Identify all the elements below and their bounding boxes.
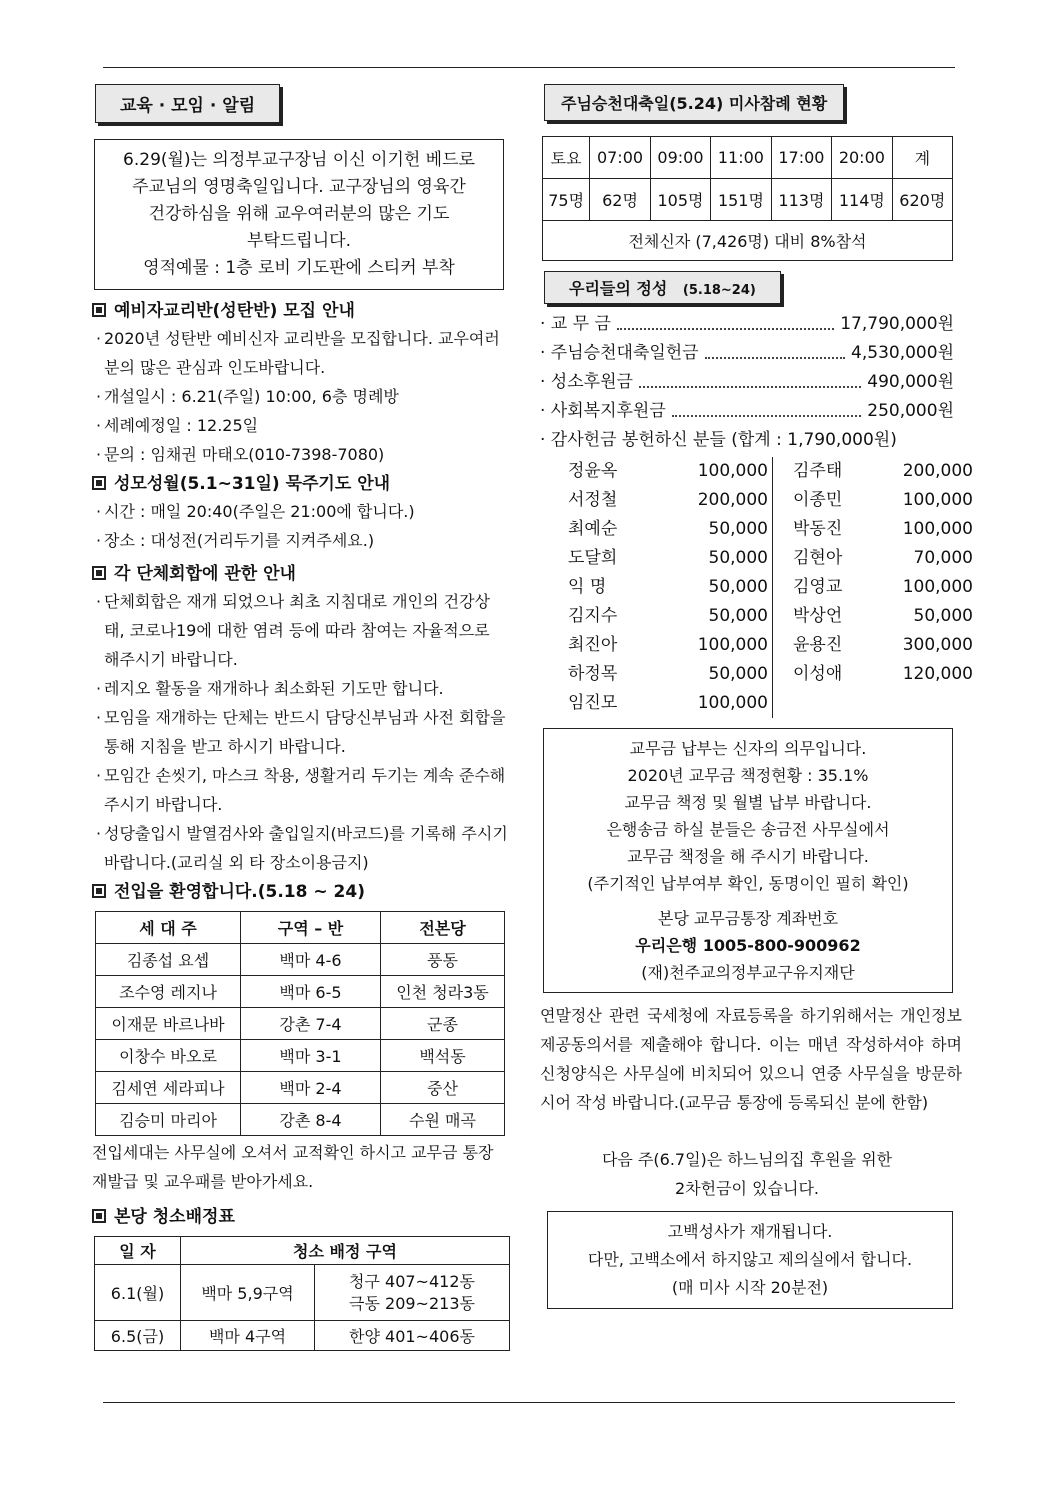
table-header: 09:00 — [650, 137, 710, 179]
table-header: 11:00 — [711, 137, 771, 179]
list-item: · 문의 : 임채권 마태오(010-7398-7080) — [92, 440, 510, 469]
donor-amount: 100,000 — [648, 457, 773, 486]
section-heading: 성모성월(5.1~31일) 묵주기도 안내 — [92, 471, 510, 497]
table-cell: 113명 — [771, 179, 831, 221]
table-cell: 풍동 — [381, 944, 505, 976]
table-header: 청소 배정 구역 — [181, 1237, 510, 1265]
table-cell: 백마 4-6 — [241, 944, 381, 976]
duty-line: 교무금 납부는 신자의 의무입니다. — [629, 739, 867, 758]
donor-amount: 50,000 — [913, 606, 973, 626]
table-row — [95, 1321, 510, 1351]
duty-line: (주기적인 납부여부 확인, 동명이인 필히 확인) — [587, 874, 909, 893]
notice-line: 부탁드립니다. — [247, 231, 351, 251]
table-cell: 청구 407~412동 극동 209~213동 — [315, 1265, 510, 1321]
list-item: · 개설일시 : 6.21(주일) 10:00, 6층 명례방 — [92, 382, 510, 411]
donor-amount: 50,000 — [648, 660, 773, 689]
table-cell: 105명 — [650, 179, 710, 221]
square-bullet-icon — [92, 476, 106, 490]
square-bullet-icon — [92, 566, 106, 580]
confession-line: 다만, 고백소에서 하지않고 제의실에서 합니다. — [587, 1250, 913, 1269]
table-cell: 이창수 바오로 — [96, 1040, 241, 1072]
table-cell: 강촌 7-4 — [241, 1008, 381, 1040]
duty-line: 교무금 책정을 해 주시기 바랍니다. — [627, 847, 869, 866]
table-cell: 백마 2-4 — [241, 1072, 381, 1104]
donor-name: 김영교 — [793, 577, 843, 597]
table-row — [96, 1104, 505, 1136]
section-heading: 각 단체회합에 관한 안내 — [92, 561, 510, 587]
donor-amount: 100,000 — [902, 577, 973, 597]
table-row — [96, 976, 505, 1008]
table-header: 17:00 — [771, 137, 831, 179]
notice-line: 영적예물 : 1층 로비 기도판에 스티커 부착 — [143, 258, 455, 278]
table-row — [96, 1008, 505, 1040]
list-item: · 장소 : 대성전(거리두기를 지켜주세요.) — [92, 526, 510, 555]
offering-title: 우리들의 정성 (5.18~24) — [544, 271, 781, 304]
welcome-table — [95, 911, 505, 1136]
table-cell: 백마 5,9구역 — [181, 1265, 315, 1321]
list-item: · 세례예정일 : 12.25일 — [92, 411, 510, 440]
notice-line: 주교님의 영명축일입니다. 교구장님의 영육간 — [132, 177, 466, 197]
square-bullet-icon — [92, 303, 106, 317]
cleaning-table — [94, 1236, 510, 1351]
list-item: · 모임간 손씻기, 마스크 착용, 생활거리 두기는 계속 준수해 주시기 바랍니다. — [92, 761, 510, 819]
donor-amount: 100,000 — [648, 631, 773, 660]
donor-amount: 300,000 — [902, 635, 973, 655]
table-cell: 백석동 — [381, 1040, 505, 1072]
offering-row: · 성소후원금 490,000원 — [540, 368, 954, 397]
table-cell: 한양 401~406동 — [315, 1321, 510, 1351]
donor-amount: 120,000 — [902, 664, 973, 684]
square-bullet-icon — [92, 1209, 106, 1223]
table-header: 일 자 — [95, 1237, 181, 1265]
donor-name: 박상언 — [793, 606, 843, 626]
donor-amount: 50,000 — [648, 573, 773, 602]
table-header: 전본당 — [381, 912, 505, 944]
donor-amount: 200,000 — [902, 461, 973, 481]
duty-line: 2020년 교무금 책정현황 : 35.1% — [627, 766, 869, 785]
table-cell: 김세연 세라피나 — [96, 1072, 241, 1104]
donor-amount: 200,000 — [648, 486, 773, 515]
table-header: 구역 – 반 — [241, 912, 381, 944]
table-header: 토요 — [543, 137, 590, 179]
table-cell: 백마 4구역 — [181, 1321, 315, 1351]
duty-line: 교무금 책정 및 월별 납부 바랍니다. — [624, 793, 872, 812]
account-holder: (재)천주교의정부교구유지재단 — [641, 963, 855, 982]
table-cell: 620명 — [892, 179, 952, 221]
section-heading: 예비자교리반(성탄반) 모집 안내 — [92, 298, 510, 324]
duty-line: 은행송금 하실 분들은 송금전 사무실에서 — [606, 820, 890, 839]
table-header: 20:00 — [832, 137, 892, 179]
table-row — [96, 944, 505, 976]
donor-name: 도달희 — [568, 548, 618, 568]
account-label: 본당 교무금통장 계좌번호 — [657, 909, 839, 928]
donor-amount: 100,000 — [648, 689, 773, 718]
confession-line: 고백성사가 재개됩니다. — [667, 1222, 833, 1241]
donor-name: 하정목 — [568, 664, 618, 684]
donor-amount: 70,000 — [913, 548, 973, 568]
table-cell: 75명 — [543, 179, 590, 221]
table-row — [96, 1072, 505, 1104]
donor-name: 최진아 — [568, 635, 618, 655]
table-cell: 중산 — [381, 1072, 505, 1104]
list-item: · 성당출입시 발열검사와 출입일지(바코드)를 기록해 주시기 바랍니다.(교리실 외 타 장소이용금지) — [92, 819, 510, 877]
table-cell: 인천 청라3동 — [381, 976, 505, 1008]
donor-name: 최예순 — [568, 519, 618, 539]
donor-name: 김지수 — [568, 606, 618, 626]
top-rule — [103, 67, 955, 68]
donor-name: 임진모 — [568, 693, 618, 713]
mass-title: 주님승천대축일(5.24) 미사참례 현황 — [544, 84, 844, 121]
square-bullet-icon — [92, 884, 106, 898]
next-week-notice: 다음 주(6.7일)은 하느님의집 후원을 위한 2차헌금이 있습니다. — [601, 1150, 893, 1198]
table-cell: 62명 — [590, 179, 650, 221]
donor-amount: 50,000 — [648, 602, 773, 631]
table-cell: 조수영 레지나 — [96, 976, 241, 1008]
table-row — [95, 1265, 510, 1321]
welcome-note: 전입세대는 사무실에 오셔서 교적확인 하시고 교무금 통장 재발급 및 교우패를 받아가세요. — [92, 1143, 494, 1191]
donor-amount: 100,000 — [902, 519, 973, 539]
donor-amount: 50,000 — [648, 544, 773, 573]
table-cell: 6.1(월) — [95, 1265, 181, 1321]
left-column — [92, 84, 510, 1351]
offering-list — [540, 310, 954, 455]
list-item: · 모임을 재개하는 단체는 반드시 담당신부님과 사전 회합을 통해 지침을 받고 하시기 바랍니다. — [92, 703, 510, 761]
offering-row: · 주님승천대축일헌금 4,530,000원 — [540, 339, 954, 368]
table-cell: 백마 6-5 — [241, 976, 381, 1008]
donor-name: 박동진 — [793, 519, 843, 539]
list-item: · 2020년 성탄반 예비신자 교리반을 모집합니다. 교우여러분의 많은 관심과 인도바랍니다. — [92, 324, 510, 382]
thanks-line: · 감사헌금 봉헌하신 분들 (합계 : 1,790,000원) — [540, 430, 897, 450]
donor-name: 익 명 — [568, 577, 607, 597]
account-number: 우리은행 1005-800-900962 — [635, 936, 861, 955]
list-item: · 단체회합은 재개 되었으나 최초 지침대로 개인의 건강상태, 코로나19에 대한 염려 등에 따라 참여는 자율적으로 해주시기 바랍니다. — [92, 587, 510, 674]
offering-row: · 교 무 금 17,790,000원 — [540, 310, 954, 339]
offering-row: · 사회복지후원금 250,000원 — [540, 397, 954, 426]
list-item: · 레지오 활동을 재개하나 최소화된 기도만 합니다. — [92, 674, 510, 703]
mass-table — [542, 136, 953, 261]
donor-name: 이성애 — [793, 664, 843, 684]
table-cell: 백마 3-1 — [241, 1040, 381, 1072]
section-heading: 본당 청소배정표 — [92, 1204, 510, 1230]
notice-box — [94, 139, 504, 290]
table-cell: 김종섭 요셉 — [96, 944, 241, 976]
tax-notice: 연말정산 관련 국세청에 자료등록을 하기위해서는 개인정보제공동의서를 제출해야 합니다. 이는 매년 작성하셔야 하며 신청양식은 사무실에 비치되어 있으니 연중 사무실을 방문하시어 작성 바랍니다.(교무금 통장에 등록되신 분에 한함) — [540, 1006, 962, 1112]
table-cell: 이재문 바르나바 — [96, 1008, 241, 1040]
table-cell: 151명 — [711, 179, 771, 221]
notice-line: 건강하심을 위해 교우여러분의 많은 기도 — [148, 204, 450, 224]
donor-name: 서정철 — [568, 490, 618, 510]
table-cell: 수원 매곡 — [381, 1104, 505, 1136]
confession-line: (매 미사 시작 20분전) — [671, 1278, 829, 1297]
table-row — [96, 1040, 505, 1072]
donor-name: 정윤옥 — [568, 461, 618, 481]
table-cell: 군종 — [381, 1008, 505, 1040]
donor-name: 윤용진 — [793, 635, 843, 655]
table-cell: 김승미 마리아 — [96, 1104, 241, 1136]
donor-name: 김현아 — [793, 548, 843, 568]
donor-name: 김주태 — [793, 461, 843, 481]
table-row — [543, 179, 953, 221]
list-item: · 시간 : 매일 20:40(주일은 21:00에 합니다.) — [92, 497, 510, 526]
table-cell: 전체신자 (7,426명) 대비 8%참석 — [543, 221, 953, 261]
section-heading: 전입을 환영합니다.(5.18 ~ 24) — [92, 879, 510, 905]
table-cell: 114명 — [832, 179, 892, 221]
section-title-education: 교육 · 모임 · 알림 — [95, 84, 280, 123]
donor-amount: 50,000 — [648, 515, 773, 544]
table-header: 07:00 — [590, 137, 650, 179]
table-header: 세 대 주 — [96, 912, 241, 944]
table-cell: 6.5(금) — [95, 1321, 181, 1351]
confession-box — [547, 1211, 953, 1309]
table-header: 계 — [892, 137, 952, 179]
donor-list — [568, 457, 973, 718]
donor-name: 이종민 — [793, 490, 843, 510]
duty-box — [543, 728, 953, 993]
bottom-rule — [103, 1402, 955, 1403]
table-cell: 강촌 8-4 — [241, 1104, 381, 1136]
notice-line: 6.29(월)는 의정부교구장님 이신 이기헌 베드로 — [123, 150, 475, 170]
right-column — [540, 84, 973, 1309]
donor-amount: 100,000 — [902, 490, 973, 510]
